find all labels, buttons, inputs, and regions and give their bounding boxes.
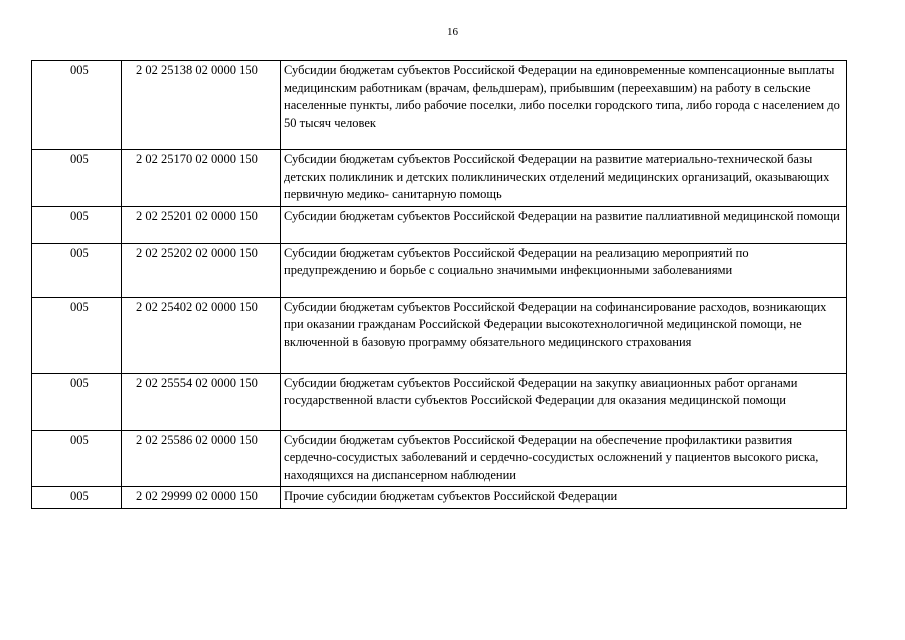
admin-code-cell: 005: [32, 206, 122, 243]
description-cell: Субсидии бюджетам субъектов Российской Федерации на развитие материально-технической базы детских поликлиник и детских поликлинических отделений медицинских организаций, оказывающих первичную медико- санитарную помощь: [281, 150, 847, 207]
page-number: 16: [447, 26, 458, 38]
budget-code-cell: 2 02 25138 02 0000 150: [122, 61, 281, 150]
admin-code-cell: 005: [32, 373, 122, 430]
table-row: [32, 373, 847, 430]
table-row: [32, 487, 847, 509]
description-cell: Прочие субсидии бюджетам субъектов Российской Федерации: [281, 487, 847, 509]
table-row: [32, 243, 847, 297]
table-row: [32, 206, 847, 243]
budget-codes-table: [31, 60, 847, 509]
description-cell: Субсидии бюджетам субъектов Российской Федерации на софинансирование расходов, возникающих при оказании гражданам Российской Федерации высокотехнологичной медицинской помощи, не включенной в базовую программу обязательного медицинского страхования: [281, 297, 847, 373]
description-cell: Субсидии бюджетам субъектов Российской Федерации на обеспечение профилактики развития сердечно-сосудистых заболеваний и сердечно-сосудистых осложнений у пациентов высокого риска, находящихся на диспансерном наблюдении: [281, 430, 847, 487]
budget-code-cell: 2 02 25201 02 0000 150: [122, 206, 281, 243]
description-cell: Субсидии бюджетам субъектов Российской Федерации на единовременные компенсационные выплаты медицинским работникам (врачам, фельдшерам), прибывшим (переехавшим) на работу в сельские населенные пункты, либо рабочие поселки, либо поселки городского типа, либо города с населением до 50 тысяч человек: [281, 61, 847, 150]
table-row: [32, 150, 847, 207]
description-cell: Субсидии бюджетам субъектов Российской Федерации на закупку авиационных работ органами государственной власти субъектов Российской Федерации для оказания медицинской помощи: [281, 373, 847, 430]
budget-code-cell: 2 02 25402 02 0000 150: [122, 297, 281, 373]
description-cell: Субсидии бюджетам субъектов Российской Федерации на развитие паллиативной медицинской помощи: [281, 206, 847, 243]
admin-code-cell: 005: [32, 150, 122, 207]
table-row: [32, 297, 847, 373]
budget-code-cell: 2 02 25586 02 0000 150: [122, 430, 281, 487]
admin-code-cell: 005: [32, 61, 122, 150]
budget-code-cell: 2 02 29999 02 0000 150: [122, 487, 281, 509]
admin-code-cell: 005: [32, 430, 122, 487]
admin-code-cell: 005: [32, 297, 122, 373]
admin-code-cell: 005: [32, 487, 122, 509]
budget-code-cell: 2 02 25170 02 0000 150: [122, 150, 281, 207]
table-row: [32, 61, 847, 150]
budget-code-cell: 2 02 25554 02 0000 150: [122, 373, 281, 430]
budget-code-cell: 2 02 25202 02 0000 150: [122, 243, 281, 297]
description-cell: Субсидии бюджетам субъектов Российской Федерации на реализацию мероприятий по предупреждению и борьбе с социально значимыми инфекционными заболеваниями: [281, 243, 847, 297]
admin-code-cell: 005: [32, 243, 122, 297]
table-row: [32, 430, 847, 487]
